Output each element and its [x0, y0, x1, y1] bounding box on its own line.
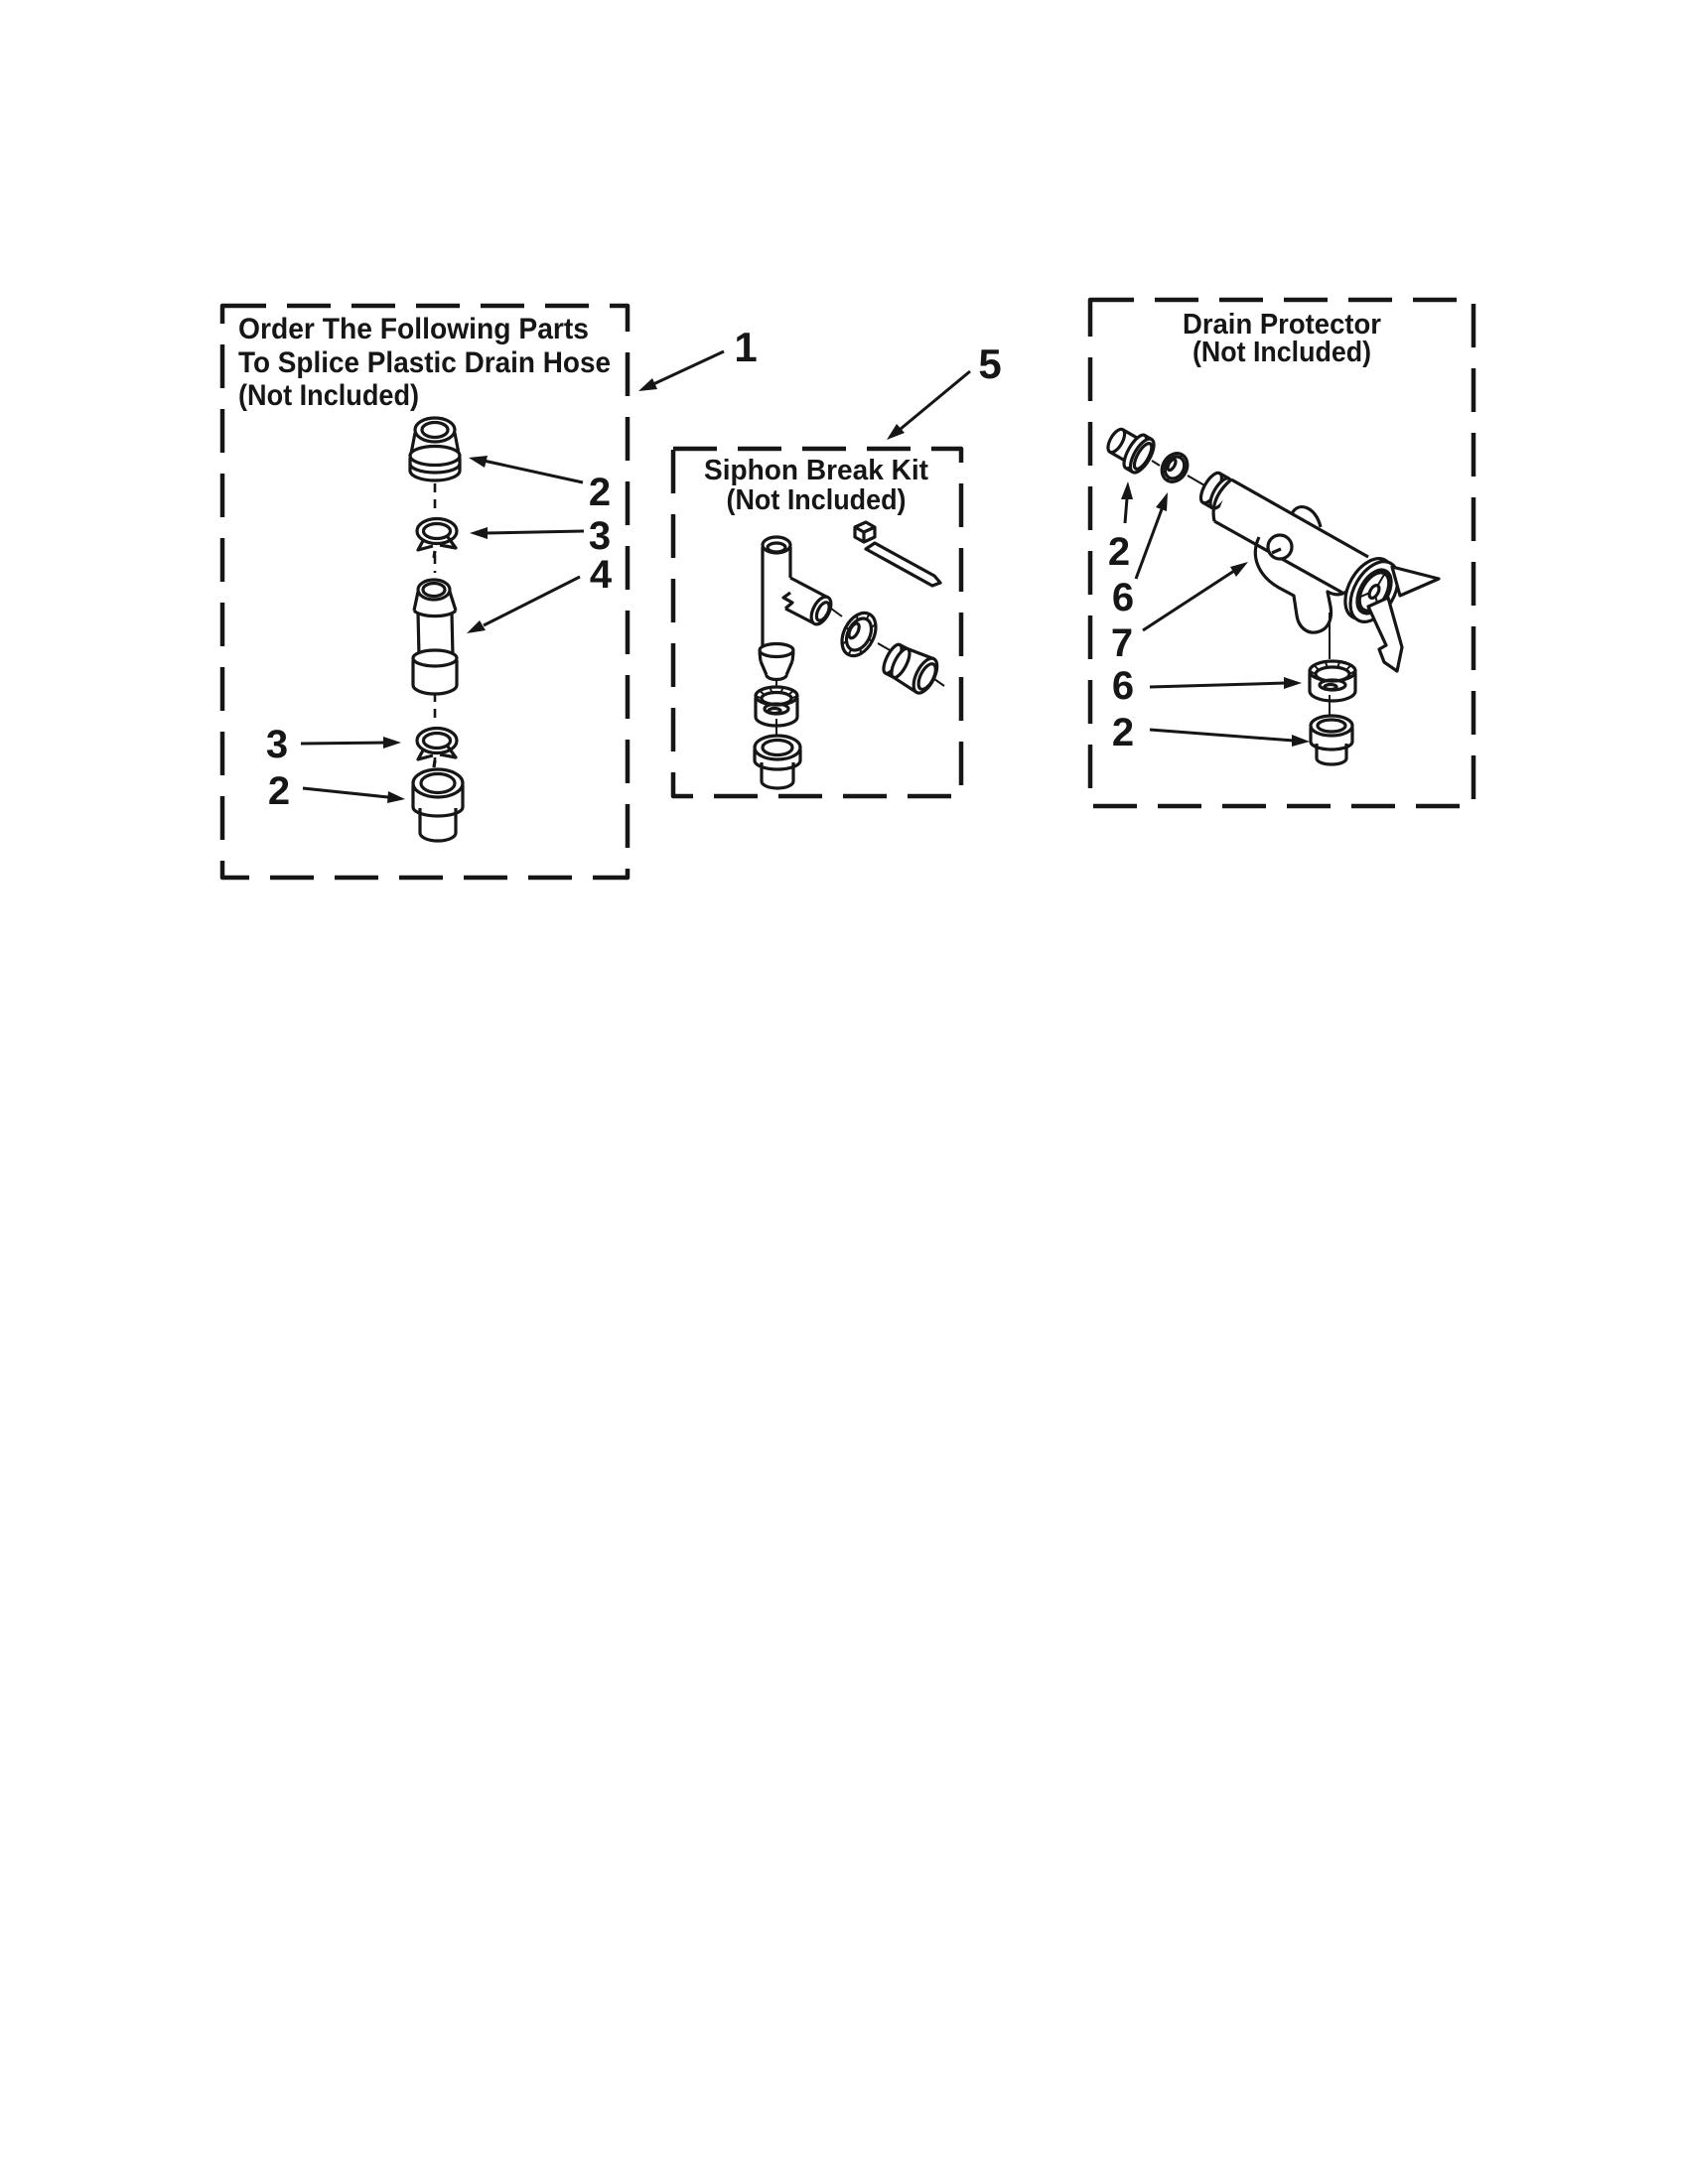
drain-inlet-nut-part: [1157, 449, 1193, 486]
arrow-head: [1284, 677, 1302, 689]
callout-label: 3: [265, 723, 289, 766]
arrow-head: [467, 620, 486, 633]
siphon-fitting-part: [879, 639, 942, 696]
arrow-line: [1136, 509, 1162, 579]
arrow-head: [470, 527, 488, 539]
splice-top-clamp-part: [417, 519, 457, 559]
drain-protector-box: [1090, 300, 1474, 806]
callout-splice-bottom-coupling: [268, 769, 405, 813]
arrow-head: [1292, 735, 1310, 747]
splice-parts-box: [222, 306, 628, 878]
callout-label: 2: [1111, 711, 1135, 754]
arrow-line: [484, 577, 580, 625]
arrow-head: [383, 737, 401, 749]
siphon-cable-tie-part: [855, 522, 940, 586]
arrow-head: [469, 456, 488, 468]
arrow-line: [653, 351, 724, 384]
callout-label: 4: [589, 553, 613, 597]
callout-drain-outlet-cup: [1112, 711, 1310, 754]
splice-bottom-clamp-part: [417, 729, 457, 768]
callout-label: 6: [1111, 576, 1135, 619]
callout-label: 1: [734, 324, 758, 370]
drain-box-title-line2: (Not Included): [1193, 337, 1371, 368]
siphon-cap-part: [755, 736, 800, 788]
splice-top-coupling-part: [410, 418, 460, 480]
arrow-head: [387, 791, 405, 803]
callout-label: 3: [588, 514, 612, 558]
arrow-line: [1150, 683, 1286, 687]
arrow-line: [486, 531, 584, 533]
arrow-line: [1150, 730, 1294, 741]
callout-splice-box-ref: [638, 324, 758, 391]
callout-splice-top-clamp: [470, 514, 611, 558]
drain-box-title-line1: Drain Protector: [1183, 309, 1381, 341]
callout-label: 2: [588, 471, 612, 514]
arrow-line: [1125, 498, 1127, 523]
callout-label: 6: [1111, 664, 1135, 708]
siphon-break-kit-box: [673, 449, 961, 796]
arrow-line: [303, 788, 388, 797]
callout-splice-bottom-clamp: [266, 723, 401, 766]
callout-label: 7: [1110, 621, 1134, 665]
splice-box-title-line3: (Not Included): [238, 379, 419, 412]
callout-label: 5: [978, 341, 1002, 387]
arrow-head: [638, 378, 657, 391]
siphon-nut-part: [835, 608, 883, 662]
arrow-line: [901, 371, 970, 429]
splice-bottom-coupling-part: [413, 769, 463, 841]
callout-drain-outlet-ring: [1112, 664, 1302, 708]
callout-splice-tube: [467, 553, 613, 633]
drain-outlet-ring-part: [1310, 661, 1355, 701]
siphon-standpipe-part: [760, 537, 835, 680]
arrow-line: [484, 461, 583, 482]
callout-drain-inlet-cap: [1108, 481, 1133, 574]
callout-splice-top-coupling: [469, 456, 611, 514]
arrow-line: [1143, 571, 1234, 630]
splice-box-title-line2: To Splice Plastic Drain Hose: [238, 346, 611, 379]
arrow-head: [1230, 562, 1248, 577]
arrow-head: [1121, 481, 1133, 499]
siphon-box-title-line2: (Not Included): [726, 484, 907, 516]
callout-label: 2: [1107, 530, 1131, 574]
splice-tube-part: [413, 580, 457, 694]
callout-siphon-box-ref: [887, 341, 1002, 440]
drain-inlet-cap-part: [1102, 422, 1159, 477]
callout-label: 2: [267, 769, 291, 813]
arrow-head: [1156, 492, 1168, 511]
siphon-box-title-line1: Siphon Break Kit: [704, 455, 929, 486]
splice-box-title-line1: Order The Following Parts: [238, 313, 589, 345]
drain-outlet-cup-part: [1311, 716, 1352, 764]
arrow-line: [301, 743, 385, 744]
